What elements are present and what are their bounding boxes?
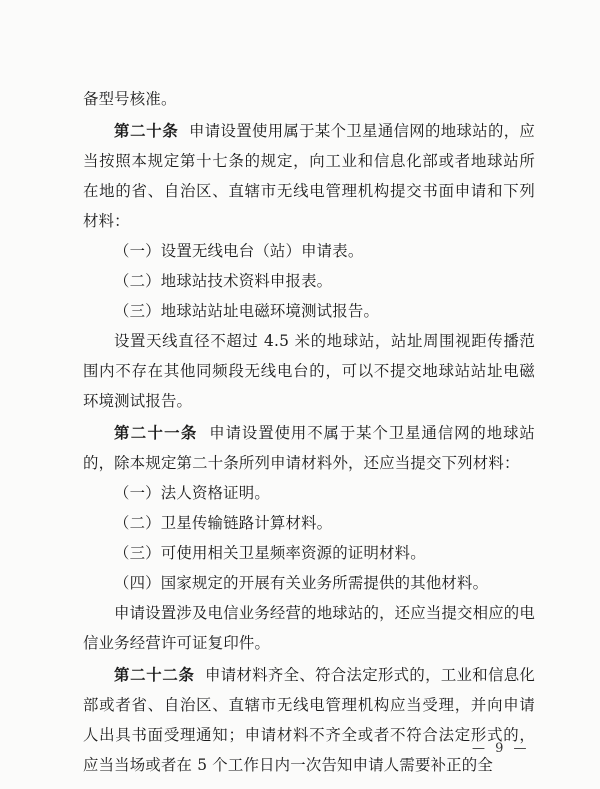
article-21-note: 申请设置涉及电信业务经营的地球站的，还应当提交相应的电信业务经营许可证复印件。	[83, 604, 535, 652]
article-21	[83, 418, 535, 478]
article-21-item-2: （二）卫星传输链路计算材料。	[114, 514, 333, 532]
article-21-heading: 第二十一条	[114, 424, 198, 442]
article-21-item-4: （四）国家规定的开展有关业务所需提供的其他材料。	[114, 574, 489, 592]
article-20	[83, 116, 535, 236]
article-20-item-3: （三）地球站站址电磁环境测试报告。	[114, 302, 380, 320]
article-20-text: 申请设置使用属于某个卫星通信网的地球站的，应当按照本规定第十七条的规定，向工业和信息化部或者地球站所在地的省、自治区、直辖市无线电管理机构提交书面申请和下列材料：	[83, 122, 536, 230]
page-number: — 9 —	[472, 741, 530, 756]
article-20-note: 设置天线直径不超过 4.5 米的地球站，站址周围视距传播范围内不存在其他同频段无线电台的，可以不提交地球站站址电磁环境测试报告。	[83, 332, 535, 410]
article-22-text: 申请材料齐全、符合法定形式的，工业和信息化部或者省、自治区、直辖市无线电管理机构应当受理，并向申请人出具书面受理通知；申请材料不齐全或者不符合法定形式的，应当当场或者在 5 个工作日内一次告知申请人需要补正的全	[83, 666, 535, 774]
article-20-item-2: （二）地球站技术资料申报表。	[114, 272, 333, 290]
article-20-item-1: （一）设置无线电台（站）申请表。	[114, 242, 364, 260]
article-21-item-1: （一）法人资格证明。	[114, 484, 270, 502]
continuation-line: 备型号核准。	[83, 90, 177, 108]
article-21-item-3: （三）可使用相关卫星频率资源的证明材料。	[114, 544, 426, 562]
article-22	[83, 660, 535, 780]
article-20-heading: 第二十条	[114, 122, 179, 140]
document-body	[83, 84, 535, 780]
article-22-heading: 第二十二条	[114, 666, 195, 684]
article-21-text: 申请设置使用不属于某个卫星通信网的地球站的，除本规定第二十条所列申请材料外，还应当提交下列材料：	[83, 424, 535, 472]
